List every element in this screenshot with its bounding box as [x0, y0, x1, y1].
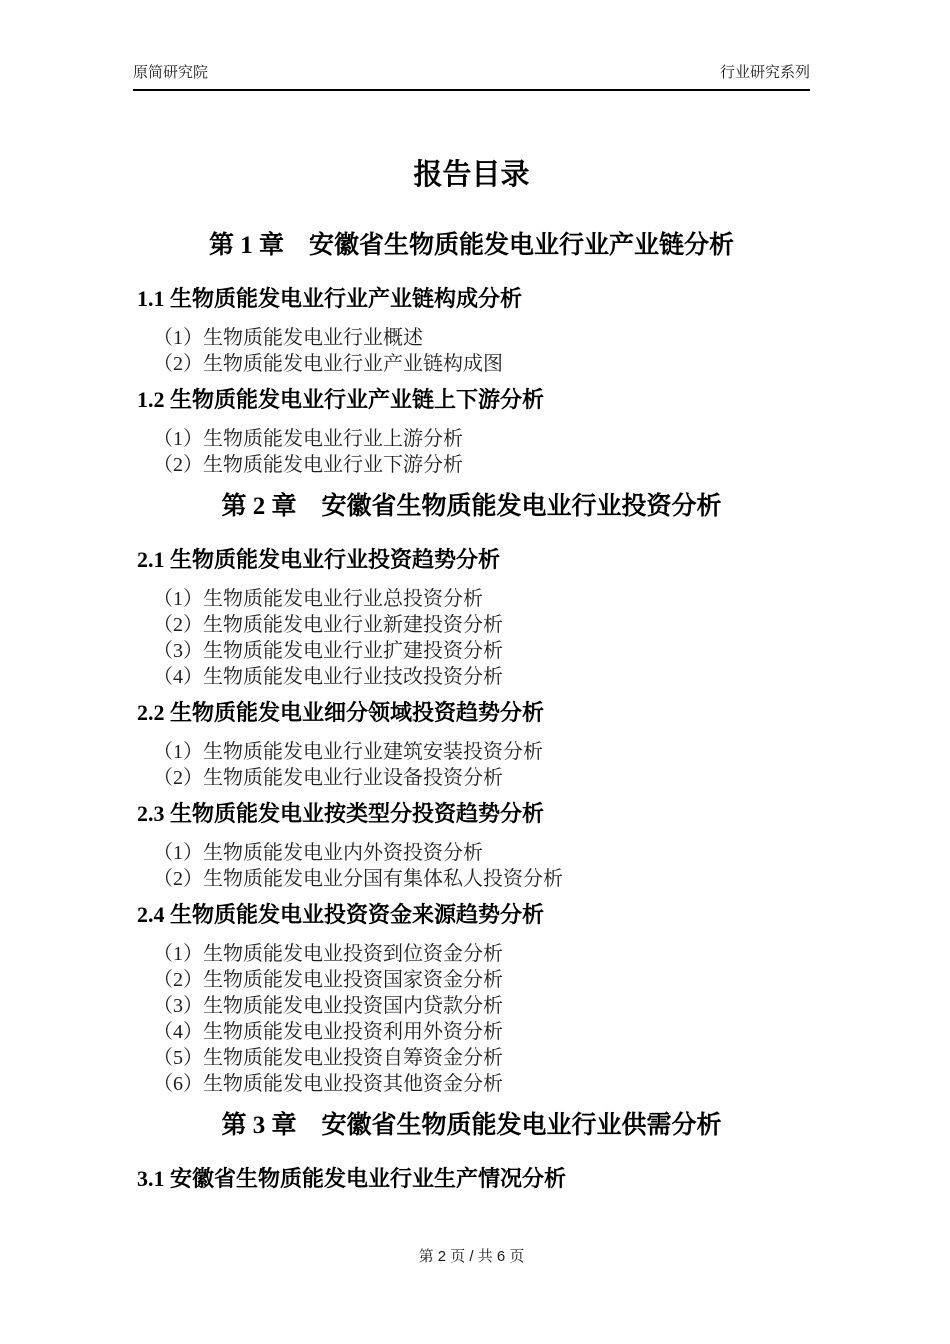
section-2-3-items [133, 840, 810, 892]
toc-item: （1）生物质能发电业行业上游分析 [153, 428, 463, 450]
toc-item: （1）生物质能发电业投资到位资金分析 [153, 943, 503, 965]
toc-item: （3）生物质能发电业投资国内贷款分析 [153, 995, 503, 1017]
section-2-3-heading: 2.3 生物质能发电业按类型分投资趋势分析 [137, 801, 545, 826]
section-2-1-heading: 2.1 生物质能发电业行业投资趋势分析 [137, 547, 501, 572]
chapter-2-heading: 第 2 章 安徽省生物质能发电业行业投资分析 [221, 493, 722, 520]
header-brand-text: 原简研究院 [133, 64, 209, 81]
section-1-1-items [133, 325, 810, 377]
header-series-text: 行业研究系列 [719, 64, 810, 81]
toc-item: （4）生物质能发电业行业技改投资分析 [153, 666, 503, 688]
toc-content [133, 0, 810, 1192]
toc-item: （1）生物质能发电业行业概述 [153, 327, 423, 349]
chapter-1-heading: 第 1 章 安徽省生物质能发电业行业产业链分析 [208, 232, 734, 259]
toc-item: （3）生物质能发电业行业扩建投资分析 [153, 640, 503, 662]
toc-item: （2）生物质能发电业行业下游分析 [153, 454, 463, 476]
section-1-2-items [133, 426, 810, 478]
section-2-2-heading: 2.2 生物质能发电业细分领域投资趋势分析 [137, 700, 545, 725]
toc-item: （1）生物质能发电业行业建筑安装投资分析 [153, 741, 543, 763]
toc-item: （4）生物质能发电业投资利用外资分析 [153, 1021, 503, 1043]
page-title: 报告目录 [413, 159, 530, 191]
toc-item: （2）生物质能发电业行业新建投资分析 [153, 614, 503, 636]
chapter-3-heading: 第 3 章 安徽省生物质能发电业行业供需分析 [221, 1112, 722, 1139]
section-2-4-heading: 2.4 生物质能发电业投资资金来源趋势分析 [137, 902, 545, 927]
toc-item: （1）生物质能发电业内外资投资分析 [153, 842, 483, 864]
section-3-1-heading: 3.1 安徽省生物质能发电业行业生产情况分析 [137, 1166, 567, 1191]
toc-item: （6）生物质能发电业投资其他资金分析 [153, 1073, 503, 1095]
toc-item: （2）生物质能发电业行业设备投资分析 [153, 767, 503, 789]
toc-item: （2）生物质能发电业投资国家资金分析 [153, 969, 503, 991]
section-2-1-items [133, 586, 810, 690]
toc-item: （1）生物质能发电业行业总投资分析 [153, 588, 483, 610]
section-1-2-heading: 1.2 生物质能发电业行业产业链上下游分析 [137, 387, 545, 412]
toc-item: （2）生物质能发电业行业产业链构成图 [153, 353, 503, 375]
toc-item: （2）生物质能发电业分国有集体私人投资分析 [153, 868, 563, 890]
section-2-2-items [133, 739, 810, 791]
page-number: 第 2 页 / 共 6 页 [418, 1248, 525, 1265]
section-2-4-items [133, 941, 810, 1097]
toc-item: （5）生物质能发电业投资自筹资金分析 [153, 1047, 503, 1069]
section-1-1-heading: 1.1 生物质能发电业行业产业链构成分析 [137, 286, 523, 311]
